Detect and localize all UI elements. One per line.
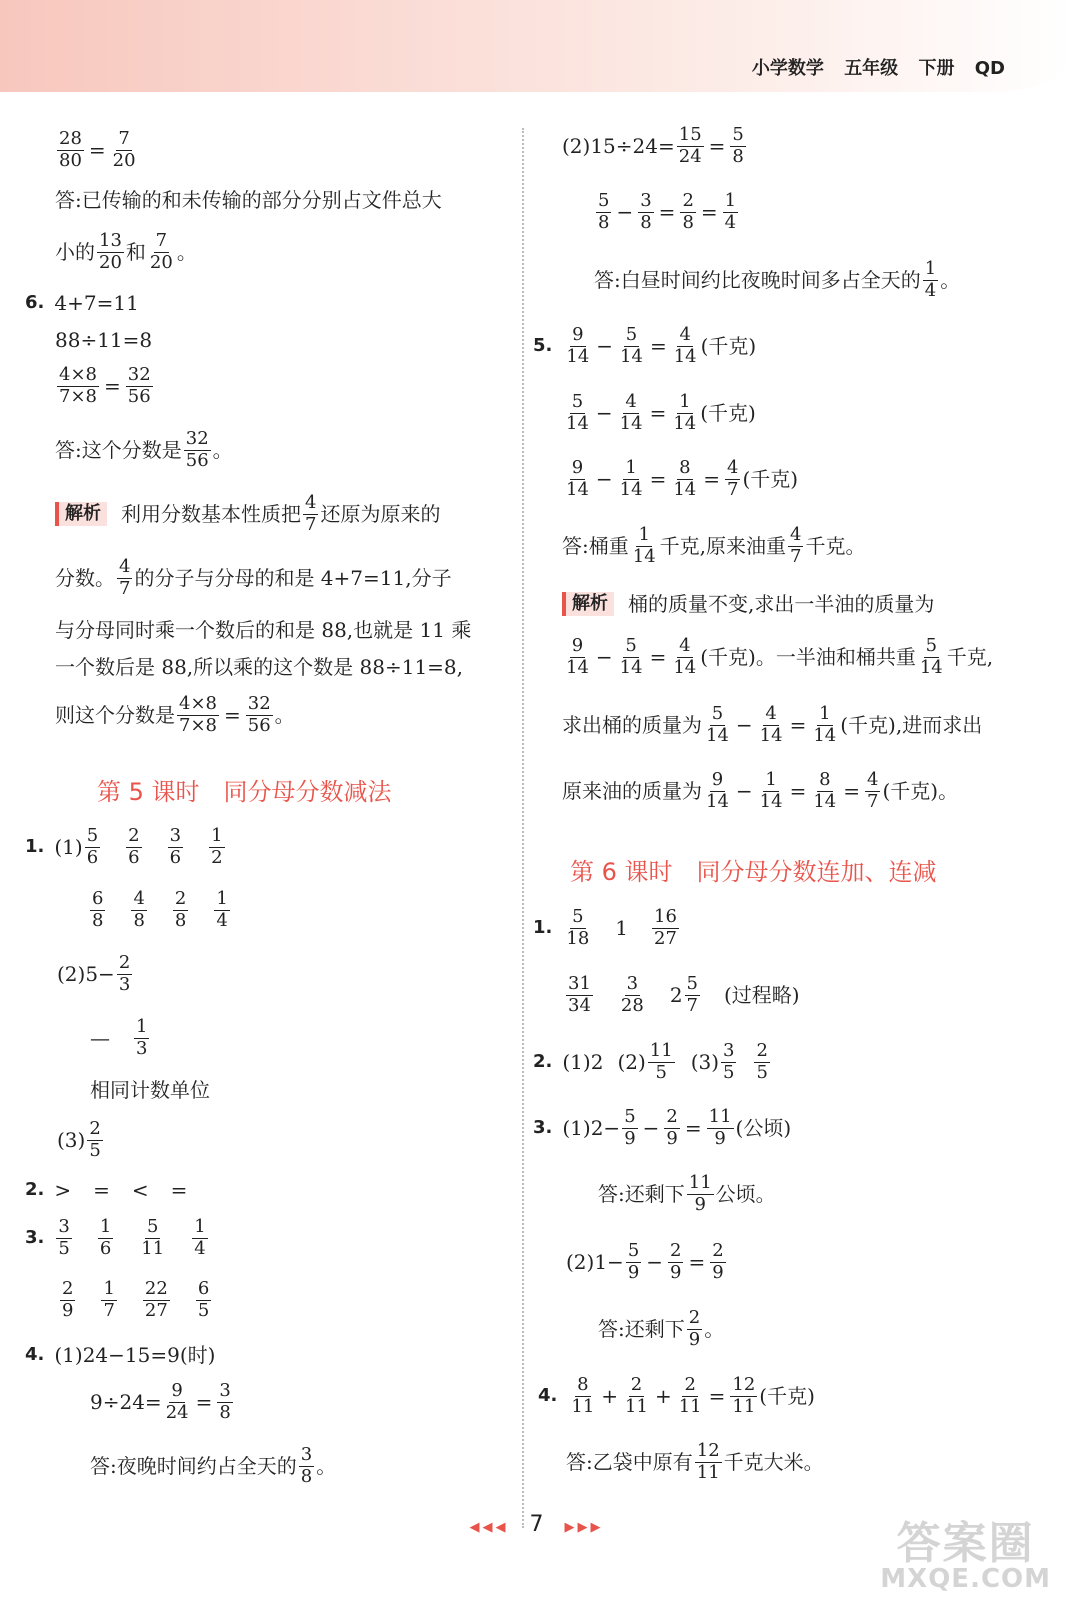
analysis-tag: 解析: [562, 592, 614, 616]
next-arrows-icon: ▶▶▶: [564, 1520, 604, 1535]
answer-line: 答:还剩下 2 9 。: [598, 1307, 725, 1350]
answer-line: (2)5− $\frac{2}{3}$: [57, 952, 131, 995]
analysis-tag: 解析: [55, 502, 107, 526]
page-number: 7: [529, 1512, 544, 1537]
question-1: 1. 5 18 1 16 27: [533, 906, 677, 949]
grade-label: 五年级: [844, 58, 899, 79]
analysis-line: 则这个分数是 $\frac{4\times 8}{7\times 8}$ = $\frac{32}{56}$ 。: [55, 693, 295, 736]
answer-line: 答:这个分数是 32 56 。: [55, 428, 233, 471]
answer-line: 答:夜晚时间约占全天的 3 8 。: [90, 1444, 337, 1487]
question-1: 1. (1) 5 6 2 6 3 6 1 2: [25, 825, 223, 868]
analysis-line: 一个数后是 88,所以乘的这个数是 88÷11=8,: [55, 655, 464, 679]
fraction: $\frac{28}{80}$: [59, 128, 82, 171]
answer-line: 答:桶重 1 14 千克,原来油重 4 7 千克。: [562, 524, 866, 567]
book-header: [752, 54, 1005, 80]
calc-line: 5 14 − $\frac{4}{14}$ = $\frac{1}{14}$ (千克): [566, 391, 756, 434]
fraction: $\frac{7}{20}$: [112, 128, 136, 171]
answer-row: 2 9 1 7 22 27 6 5: [62, 1278, 210, 1321]
edition-label: QD: [974, 58, 1005, 79]
analysis-line: 原来油的质量为 9 14 − $\frac{1}{14}$ = $\frac{8}{14}$ = $\frac{4}{7}$ (千克)。: [562, 769, 959, 812]
question-4: 4. (1)24−15=9(时): [25, 1343, 216, 1367]
answer-row: 31 34 3 28 2 5 7 (过程略): [568, 973, 800, 1016]
answer-line: 答:还剩下 11 9 公顷。: [598, 1172, 776, 1215]
analysis-line: 9 14 − $\frac{5}{14}$ = $\frac{4}{14}$ (千克)。一半油和桶共重 5 14 千克,: [566, 635, 994, 678]
calc-line: 9÷24= $\frac{9}{24}$ = $\frac{3}{8}$: [90, 1380, 231, 1423]
analysis-line: 解析 桶的质量不变,求出一半油的质量为: [562, 592, 934, 616]
prev-arrows-icon: ◀◀◀: [469, 1520, 509, 1535]
question-4: 4. 8 11 + $\frac{2}{11}$ + $\frac{2}{11}$ = $\frac{12}{11}$ (千克): [538, 1374, 815, 1417]
volume-label: 下册: [918, 58, 955, 79]
calc-line: $\frac{4\times 8}{7\times 8}$ = $\frac{32}{56}$: [59, 364, 151, 407]
answer-text: 相同计数单位: [90, 1078, 210, 1102]
answer-line: (3) 2 5: [57, 1118, 101, 1161]
question-6: 6. 4+7=11: [25, 291, 139, 315]
subject-label: 小学数学: [751, 58, 824, 79]
answer-line: 小的 13 20 和 7 20 。: [55, 230, 197, 273]
analysis-line: 求出桶的质量为 5 14 − $\frac{4}{14}$ = $\frac{1}{14}$ (千克),进而求出: [562, 703, 983, 746]
question-3: 3. 3 5 1 6 5 11 1 4: [25, 1216, 206, 1259]
question-2: 2. (1)2 (2) 11 5 (3) 3 5 2 5: [533, 1040, 768, 1083]
calc-line: $\frac{28}{80}$ = $\frac{7}{20}$: [59, 128, 136, 171]
question-3: 3. (1)2− $\frac{5}{9}$ − $\frac{2}{9}$ = $\frac{11}{9}$ (公顷): [533, 1106, 792, 1149]
answer-line: — 1 3: [90, 1016, 148, 1059]
watermark: 答案圈 MXQE.COM: [880, 1518, 1051, 1594]
answer-line: 答:乙袋中原有 12 11 千克大米。: [566, 1440, 824, 1483]
answer-row: 6 8 4 8 2 8 1 4: [92, 888, 228, 931]
answer-line: 答:白昼时间约比夜晚时间多占全天的 1 4 。: [594, 258, 961, 301]
calc-line: 88÷11=8: [55, 328, 153, 352]
calc-line: 5 8 − $\frac{3}{8}$ = $\frac{2}{8}$ = $\frac{1}{4}$: [598, 190, 737, 233]
analysis-line: 解析 利用分数基本性质把 4 7 还原为原来的: [55, 494, 440, 535]
analysis-line: 与分母同时乘一个数后的和是 88,也就是 11 乘: [55, 618, 472, 642]
calc-line: 9 14 − $\frac{1}{14}$ = $\frac{8}{14}$ = $\frac{4}{7}$ (千克): [566, 457, 799, 500]
column-divider: [522, 128, 524, 1528]
question-5: 5. 9 14 − $\frac{5}{14}$ = $\frac{4}{14}$ (千克): [533, 324, 757, 367]
calc-line: (2)1− $\frac{5}{9}$ − $\frac{2}{9}$ = $\frac{2}{9}$: [566, 1240, 724, 1283]
analysis-line: 分数。 4 7 的分子与分母的和是 4+7=11,分子: [55, 556, 452, 599]
calc-line: (2)15÷24= $\frac{15}{24}$ = $\frac{5}{8}$: [562, 124, 744, 167]
section-title: 第 6 课时 同分母分数连加、连减: [570, 858, 937, 886]
section-title: 第 5 课时 同分母分数减法: [97, 778, 392, 806]
answer-text: 答:已传输的和未传输的部分分别占文件总大: [55, 188, 442, 212]
question-2: 2. > = < =: [25, 1178, 188, 1202]
